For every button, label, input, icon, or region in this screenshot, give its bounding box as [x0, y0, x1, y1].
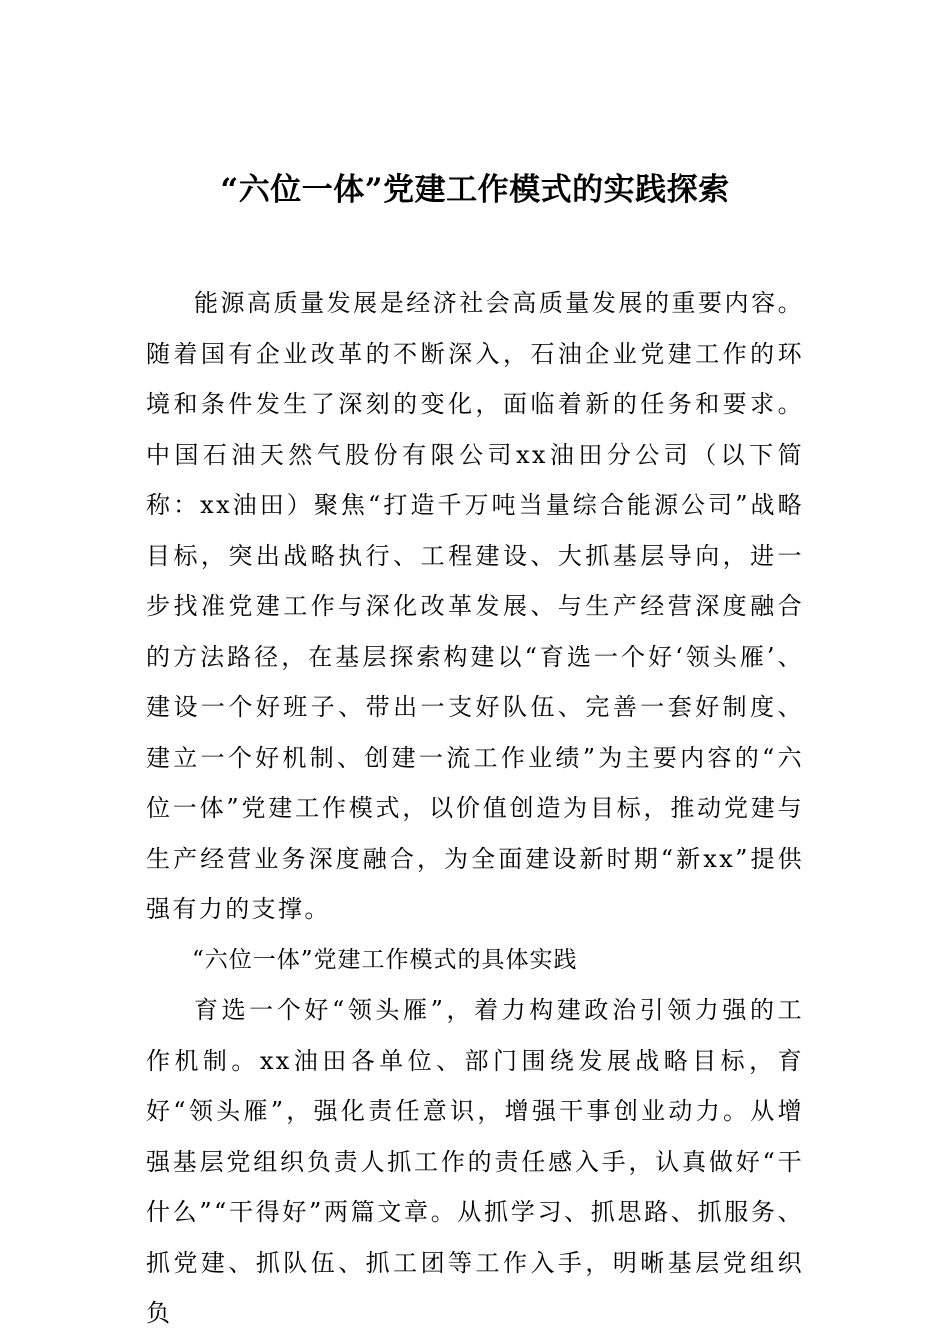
- section-heading: “六位一体”党建工作模式的具体实践: [192, 946, 578, 973]
- paragraph-leader: 育选一个好“领头雁”，着力构建政治引领力强的工作机制。xx油田各单位、部门围绕发展战略目标，育好“领头雁”，强化责任意识，增强干事创业动力。从增强基层党组织负责人抓工作的责任感入手，认真做好“干什么”“干得好”两篇文章。从抓学习、抓思路、抓服务、抓党建、抓队伍、抓工团等工作入手，明晰基层党组织负: [146, 996, 804, 1327]
- document-body: [146, 278, 804, 1339]
- paragraph-intro: 能源高质量发展是经济社会高质量发展的重要内容。随着国有企业改革的不断深入，石油企业党建工作的环境和条件发生了深刻的变化，面临着新的任务和要求。中国石油天然气股份有限公司xx油田分公司（以下简称：xx油田）聚焦“打造千万吨当量综合能源公司”战略目标，突出战略执行、工程建设、大抓基层导向，进一步找准党建工作与深化改革发展、与生产经营深度融合的方法路径，在基层探索构建以“育选一个好‘领头雁’、建设一个好班子、带出一支好队伍、完善一套好制度、建立一个好机制、创建一流工作业绩”为主要内容的“六位一体”党建工作模式，以价值创造为目标，推动党建与生产经营业务深度融合，为全面建设新时期“新xx”提供强有力的支撑。: [146, 289, 804, 923]
- document-title: “六位一体”党建工作模式的实践探索: [220, 172, 730, 208]
